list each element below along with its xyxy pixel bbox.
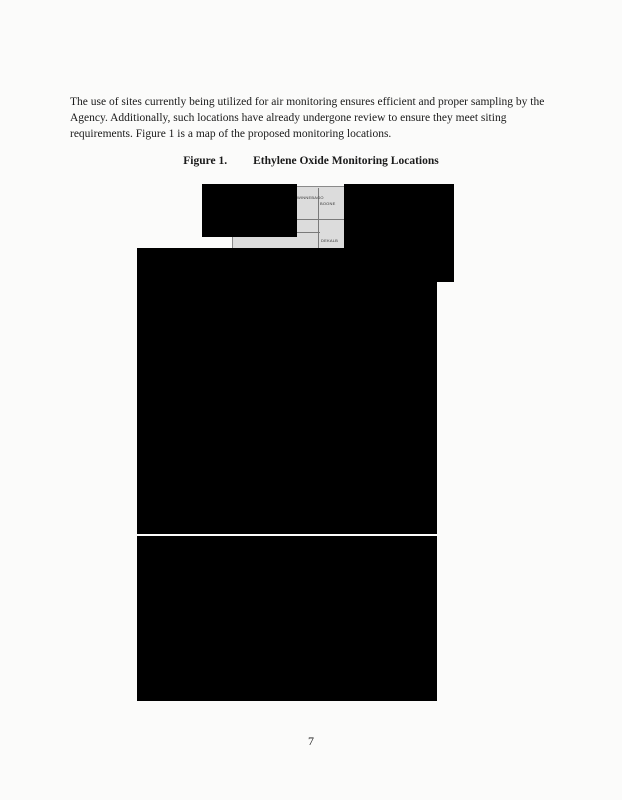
redaction-block <box>137 248 437 534</box>
body-paragraph: The use of sites currently being utilized for air monitoring ensures efficient and proper sampling by the Agency. Additionally, such locations have already undergone review to ensure they meet siting requirements. Figure 1 is a map of the proposed monitoring locations. <box>70 96 545 140</box>
redaction-block <box>137 536 437 701</box>
figure-title: Ethylene Oxide Monitoring Locations <box>253 155 439 167</box>
county-boundary <box>296 232 320 233</box>
page-number: 7 <box>308 734 314 748</box>
county-label-dekalb: DEKALB <box>321 238 338 243</box>
county-boundary <box>296 219 344 220</box>
county-label-boone: BOONE <box>320 201 336 206</box>
redaction-block <box>202 184 297 237</box>
county-label-winnebago: WINNEBAGO <box>297 195 324 200</box>
figure-number: Figure 1. <box>183 155 228 167</box>
